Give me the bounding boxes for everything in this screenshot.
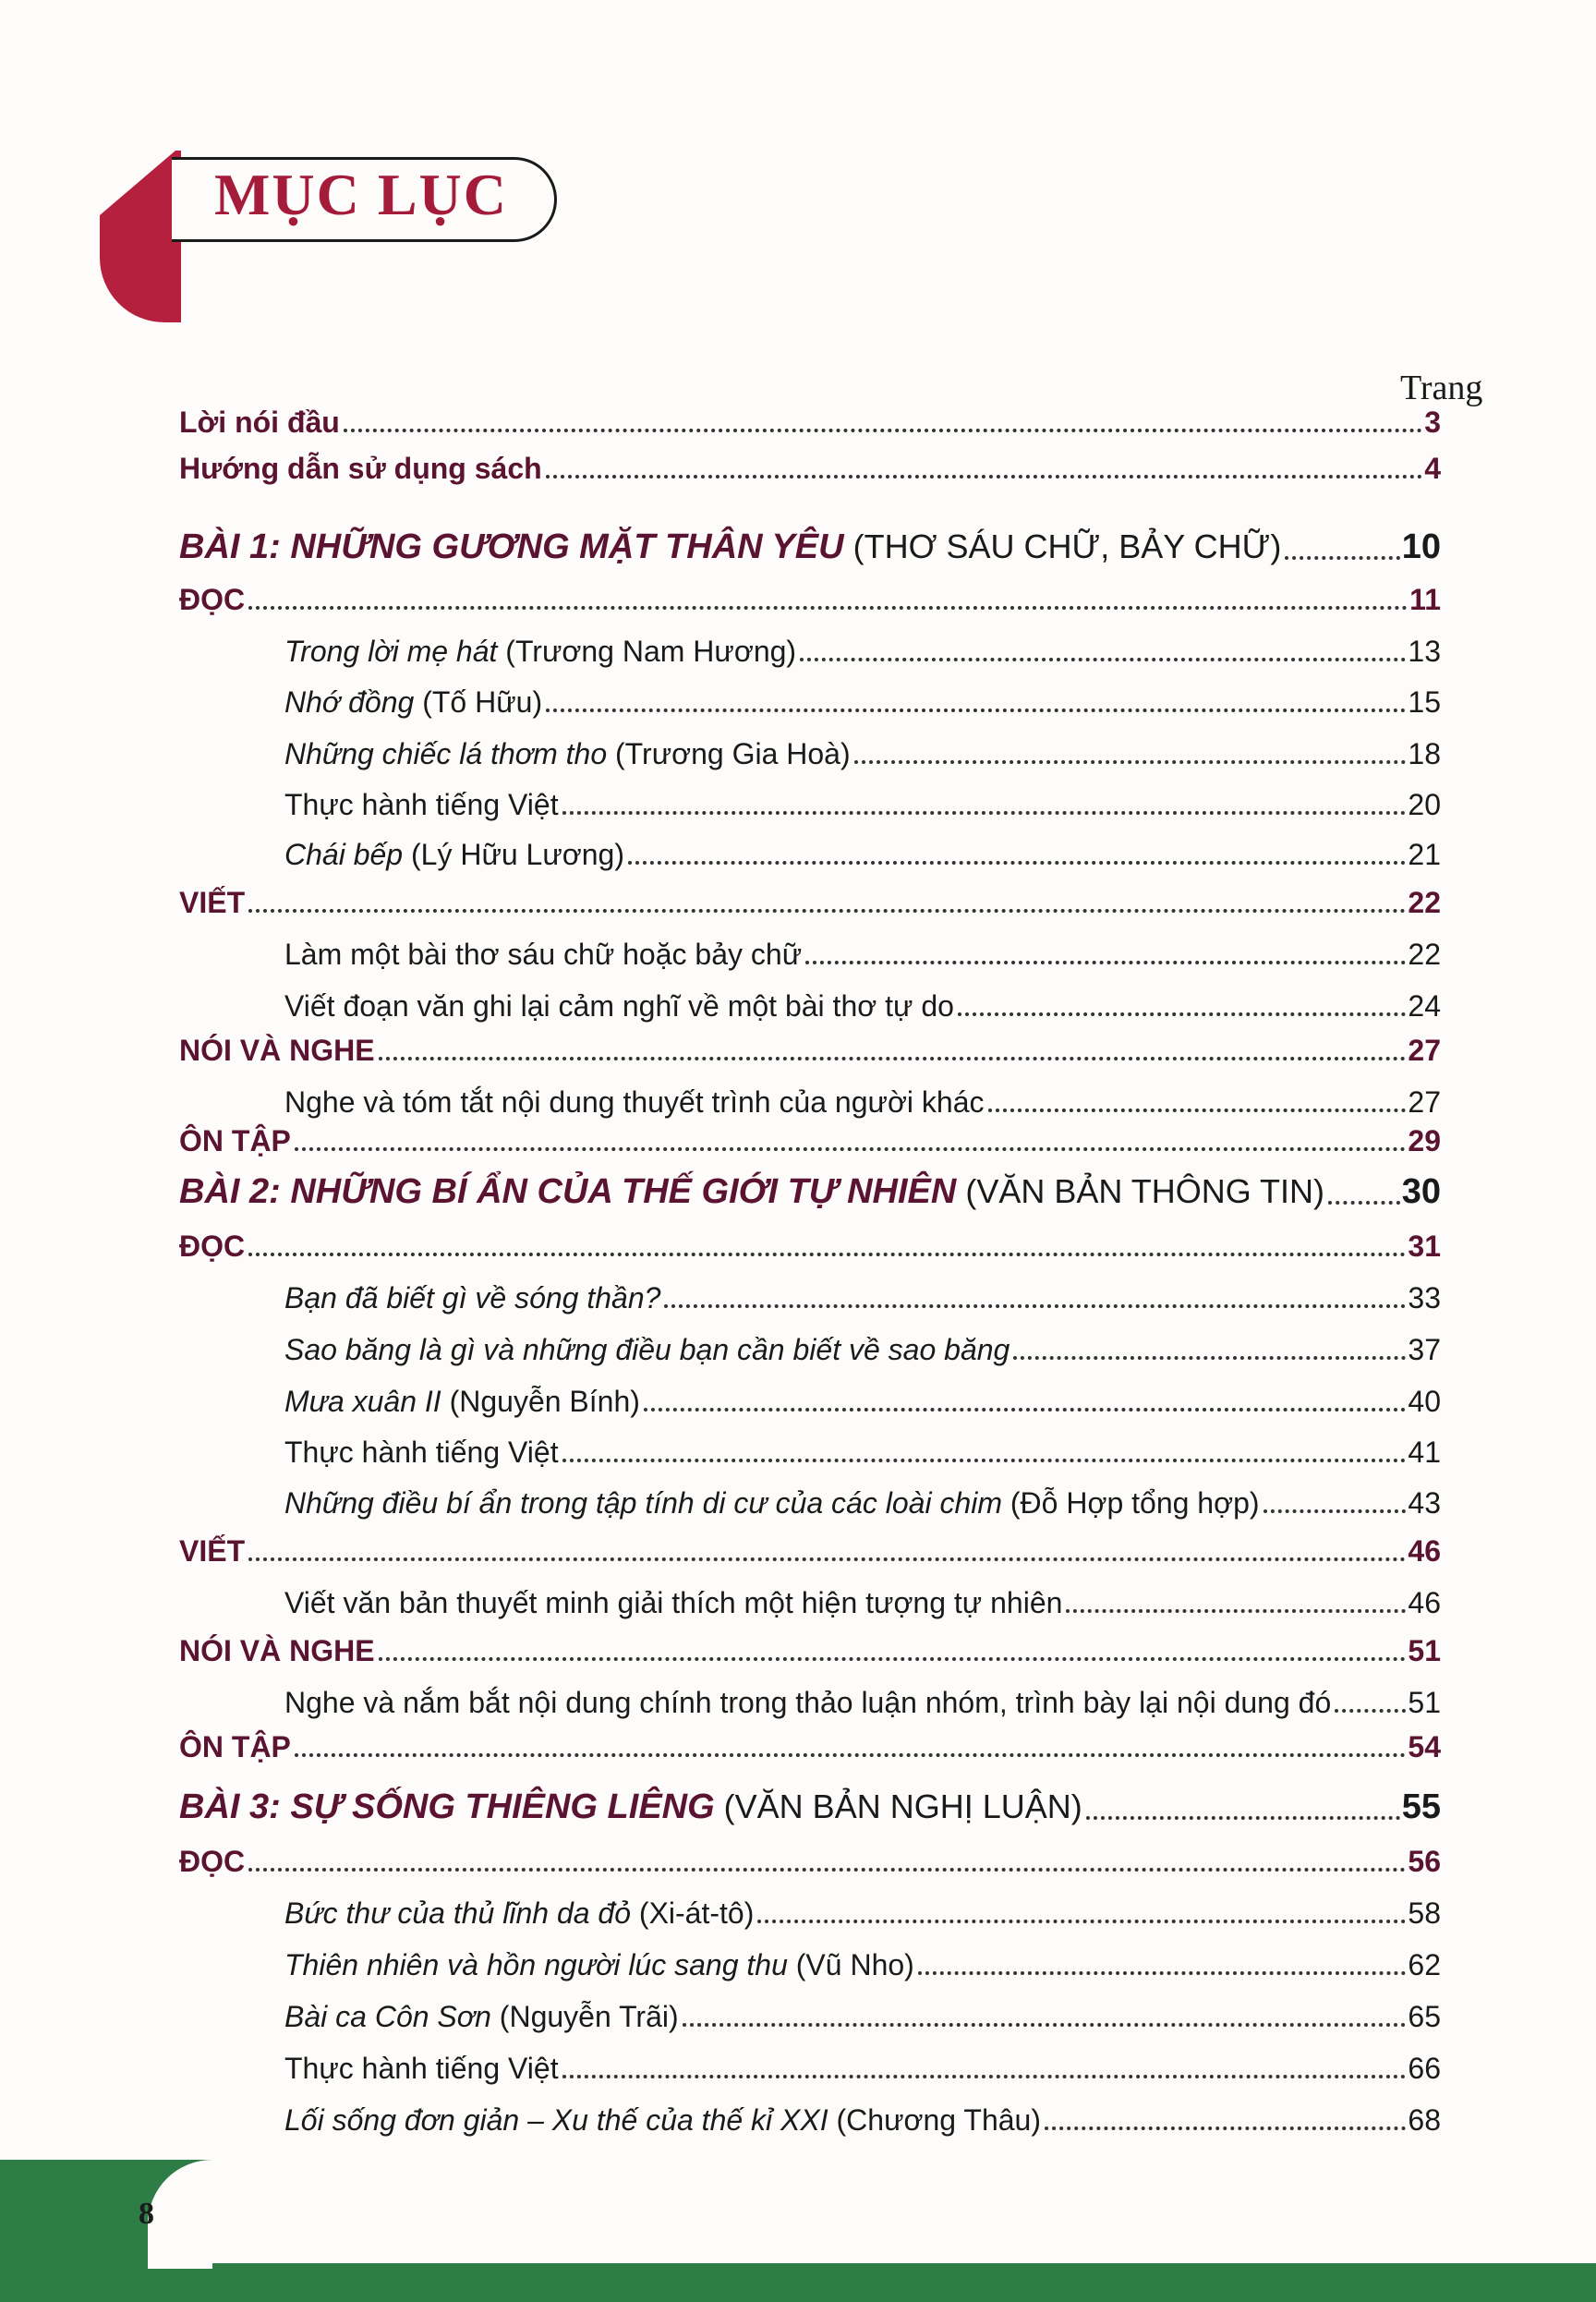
- toc-entry[interactable]: [284, 1425, 1441, 1470]
- toc-entry-title: [284, 1686, 1331, 1720]
- dot-leader: [1086, 1812, 1400, 1820]
- entry-text: (Trương Gia Hoà): [607, 737, 851, 770]
- page-ref: 27: [1408, 1034, 1441, 1067]
- toc-entry[interactable]: [284, 1271, 1441, 1315]
- toc-section[interactable]: [179, 1114, 1441, 1158]
- toc-entry-title: Lời nói đầu: [179, 406, 340, 439]
- page-ref: 66: [1408, 2052, 1441, 2085]
- page-ref: 18: [1408, 737, 1441, 770]
- page-ref: 24: [1408, 989, 1441, 1023]
- toc-section[interactable]: [179, 573, 1441, 617]
- page-ref: 20: [1408, 788, 1441, 821]
- page-ref: 31: [1408, 1230, 1441, 1263]
- work-title: Bạn đã biết gì về sóng thần?: [284, 1281, 661, 1315]
- entry-text: Viết văn bản thuyết minh giải thích một hiện tượng tự nhiên: [284, 1586, 1063, 1619]
- footer-bottom-strip: [212, 2263, 1596, 2302]
- title-tab-corner: [100, 151, 175, 215]
- dot-leader: [1264, 1506, 1407, 1513]
- toc-entry[interactable]: [284, 1938, 1441, 1982]
- toc-entry[interactable]: [284, 1990, 1441, 2034]
- page-ref: 51: [1408, 1686, 1441, 1719]
- toc-entry-title: ÔN TẬP: [179, 1124, 291, 1157]
- dot-leader: [1328, 1197, 1400, 1205]
- page-ref: 29: [1408, 1124, 1441, 1157]
- entry-text: Thực hành tiếng Việt: [284, 788, 559, 821]
- entry-text: Thực hành tiếng Việt: [284, 1436, 559, 1469]
- page-ref: 51: [1408, 1634, 1441, 1667]
- page-ref: 54: [1408, 1730, 1441, 1763]
- dot-leader: [683, 2019, 1407, 2027]
- page-ref: 46: [1408, 1586, 1441, 1619]
- page-ref: 40: [1408, 1385, 1441, 1418]
- entry-text: Viết đoạn văn ghi lại cảm nghĩ về một bài thơ tự do: [284, 989, 954, 1023]
- toc-entry[interactable]: [284, 1676, 1441, 1720]
- toc-section[interactable]: [179, 1624, 1441, 1668]
- toc-section[interactable]: [179, 395, 1441, 440]
- toc-entry-title: [284, 1948, 914, 1982]
- dot-leader: [918, 1968, 1407, 1975]
- toc-entry[interactable]: [284, 1476, 1441, 1521]
- lesson-genre: (VĂN BẢN NGHỊ LUẬN): [714, 1787, 1082, 1825]
- toc-section[interactable]: [179, 1219, 1441, 1264]
- toc-entry-title: [179, 527, 1281, 567]
- dot-leader: [854, 757, 1407, 764]
- dot-leader: [1045, 2123, 1406, 2130]
- toc-entry[interactable]: [284, 2042, 1441, 2086]
- toc-entry[interactable]: [284, 778, 1441, 822]
- toc-entry-title: [284, 1281, 660, 1315]
- page-ref: 43: [1408, 1486, 1441, 1520]
- toc-section[interactable]: [179, 1720, 1441, 1764]
- dot-leader: [379, 1053, 1407, 1060]
- dot-leader: [379, 1654, 1407, 1661]
- toc-entry-title: VIẾT: [179, 886, 246, 919]
- work-title: Chái bếp: [284, 838, 404, 871]
- work-title: Trong lời mẹ hát: [284, 635, 498, 668]
- toc-section[interactable]: [179, 876, 1441, 920]
- dot-leader: [800, 654, 1406, 661]
- dot-leader: [628, 857, 1406, 865]
- entry-text: (Vũ Nho): [787, 1948, 914, 1981]
- page-ref: 27: [1408, 1085, 1441, 1119]
- work-title: Thiên nhiên và hồn người lúc sang thu: [284, 1948, 788, 1981]
- toc-entry-title: VIẾT: [179, 1534, 246, 1568]
- entry-text: Thực hành tiếng Việt: [284, 2052, 559, 2085]
- entry-text: Nghe và nắm bắt nội dung chính trong thảo luận nhóm, trình bày lại nội dung đó: [284, 1686, 1332, 1719]
- toc-lesson-heading[interactable]: [179, 1783, 1441, 1827]
- toc-section[interactable]: [179, 1835, 1441, 1879]
- page-ref: 4: [1424, 452, 1441, 485]
- toc-lesson-heading[interactable]: [179, 1168, 1441, 1212]
- page-number: 8: [139, 2197, 154, 2231]
- entry-text: (Trương Nam Hương): [497, 635, 797, 668]
- toc-lesson-heading[interactable]: [179, 523, 1441, 567]
- toc-section[interactable]: [179, 442, 1441, 486]
- toc-entry-title: [284, 685, 542, 720]
- lesson-title: BÀI 2: NHỮNG BÍ ẨN CỦA THẾ GIỚI TỰ NHIÊN: [179, 1172, 957, 1211]
- page-ref: 37: [1408, 1333, 1441, 1366]
- toc-entry-title: ĐỌC: [179, 1845, 246, 1878]
- page-column-label: Trang: [1400, 369, 1483, 407]
- toc-entry-title: [284, 1486, 1260, 1521]
- dot-leader: [248, 905, 1406, 913]
- dot-leader: [644, 1404, 1407, 1411]
- dot-leader: [295, 1750, 1407, 1757]
- page-ref: 65: [1408, 2000, 1441, 2033]
- dot-leader: [344, 425, 1422, 432]
- toc-entry-title: [284, 989, 954, 1024]
- dot-leader: [248, 1864, 1406, 1872]
- toc-entry-title: [284, 788, 559, 822]
- toc-entry[interactable]: [284, 1886, 1441, 1931]
- dot-leader: [562, 2071, 1407, 2078]
- toc-entry-title: [284, 1385, 640, 1419]
- toc-entry-title: [179, 1787, 1082, 1827]
- page-ref: 33: [1408, 1281, 1441, 1315]
- page-ref: 3: [1424, 406, 1441, 439]
- page-ref: 46: [1408, 1534, 1441, 1568]
- toc-entry-title: [284, 635, 796, 669]
- toc-entry-title: [179, 1172, 1324, 1212]
- entry-text: Làm một bài thơ sáu chữ hoặc bảy chữ: [284, 938, 803, 971]
- toc-entry[interactable]: [284, 1323, 1441, 1367]
- toc-entry-title: [284, 1333, 1010, 1367]
- work-title: Mưa xuân II: [284, 1385, 441, 1418]
- toc-entry[interactable]: [284, 675, 1441, 720]
- dot-leader: [664, 1301, 1406, 1308]
- work-title: Nhớ đồng: [284, 685, 415, 719]
- page-ref: 10: [1401, 527, 1441, 566]
- entry-text: (Tố Hữu): [414, 685, 543, 719]
- page-ref: 68: [1408, 2103, 1441, 2137]
- toc-entry-title: NÓI VÀ NGHE: [179, 1634, 375, 1667]
- lesson-genre: (VĂN BẢN THÔNG TIN): [956, 1172, 1325, 1210]
- dot-leader: [546, 471, 1423, 479]
- dot-leader: [248, 1554, 1406, 1561]
- work-title: Bài ca Côn Sơn: [284, 2000, 491, 2033]
- work-title: Sao băng là gì và những điều bạn cần biết về sao băng: [284, 1333, 1010, 1366]
- page-ref: 21: [1408, 838, 1441, 871]
- page-ref: 11: [1409, 583, 1441, 616]
- page-ref: 58: [1408, 1896, 1441, 1930]
- work-title: Những điều bí ẩn trong tập tính di cư của các loài chim: [284, 1486, 1002, 1520]
- entry-text: (Nguyễn Bính): [441, 1385, 640, 1418]
- page-ref: 41: [1408, 1436, 1441, 1469]
- page-ref: 22: [1408, 886, 1441, 919]
- entry-text: (Xi-át-tô): [631, 1896, 755, 1930]
- toc-entry[interactable]: [284, 979, 1441, 1024]
- dot-leader: [805, 957, 1406, 964]
- dot-leader: [988, 1105, 1407, 1112]
- lesson-title: BÀI 3: SỰ SỐNG THIÊNG LIÊNG: [179, 1787, 715, 1826]
- dot-leader: [1285, 552, 1399, 560]
- toc-entry[interactable]: [284, 2093, 1441, 2138]
- page-ref: 15: [1408, 685, 1441, 719]
- dot-leader: [295, 1144, 1407, 1151]
- entry-text: (Đỗ Hợp tổng hợp): [1002, 1486, 1260, 1520]
- toc-entry-title: [284, 2052, 559, 2086]
- page-ref: 30: [1401, 1172, 1441, 1211]
- page-ref: 13: [1408, 635, 1441, 668]
- dot-leader: [1013, 1352, 1406, 1360]
- work-title: Lối sống đơn giản – Xu thế của thế kỉ XXI: [284, 2103, 828, 2137]
- toc-entry-title: ÔN TẬP: [179, 1730, 291, 1763]
- toc-entry[interactable]: [284, 624, 1441, 669]
- page-ref: 55: [1401, 1787, 1441, 1826]
- entry-text: (Lý Hữu Lương): [403, 838, 624, 871]
- toc-entry-title: [284, 938, 802, 972]
- toc-entry[interactable]: [284, 1576, 1441, 1620]
- toc-entry-title: ĐỌC: [179, 583, 246, 616]
- entry-text: (Nguyễn Trãi): [490, 2000, 679, 2033]
- dot-leader: [546, 705, 1406, 712]
- page-ref: 22: [1408, 938, 1441, 971]
- entry-text: (Chương Thâu): [828, 2103, 1041, 2137]
- dot-leader: [757, 1916, 1406, 1923]
- toc-entry-title: [284, 1896, 754, 1931]
- toc-entry-title: [284, 737, 851, 771]
- lesson-genre: (THƠ SÁU CHỮ, BẢY CHỮ): [843, 527, 1282, 565]
- toc-entry[interactable]: [284, 927, 1441, 972]
- entry-text: Nghe và tóm tắt nội dung thuyết trình của người khác: [284, 1085, 985, 1119]
- dot-leader: [562, 807, 1407, 815]
- toc-entry[interactable]: [284, 1375, 1441, 1419]
- dot-leader: [1335, 1705, 1406, 1713]
- toc-entry-title: [284, 1586, 1062, 1620]
- toc-entry-title: Hướng dẫn sử dụng sách: [179, 452, 542, 485]
- toc-entry-title: ĐỌC: [179, 1230, 246, 1263]
- toc-entry[interactable]: [284, 828, 1441, 872]
- page-ref: 62: [1408, 1948, 1441, 1981]
- dot-leader: [248, 602, 1408, 610]
- page-title: MỤC LỤC: [214, 162, 508, 227]
- toc-entry[interactable]: [284, 1075, 1441, 1120]
- toc-entry-title: [284, 2103, 1041, 2138]
- toc-entry-title: [284, 1436, 559, 1470]
- work-title: Bức thư của thủ lĩnh da đỏ: [284, 1896, 632, 1930]
- dot-leader: [958, 1009, 1407, 1016]
- page-ref: 56: [1408, 1845, 1441, 1878]
- toc-entry-title: [284, 2000, 679, 2034]
- work-title: Những chiếc lá thơm tho: [284, 737, 608, 770]
- dot-leader: [248, 1249, 1406, 1256]
- toc-section[interactable]: [179, 1024, 1441, 1068]
- toc-section[interactable]: [179, 1524, 1441, 1569]
- dot-leader: [562, 1455, 1407, 1462]
- dot-leader: [1066, 1605, 1406, 1613]
- toc-entry-title: [284, 838, 624, 872]
- toc-entry-title: NÓI VÀ NGHE: [179, 1034, 375, 1067]
- toc-entry[interactable]: [284, 727, 1441, 771]
- lesson-title: BÀI 1: NHỮNG GƯƠNG MẶT THÂN YÊU: [179, 527, 844, 566]
- footer-white-area: [218, 2160, 1596, 2269]
